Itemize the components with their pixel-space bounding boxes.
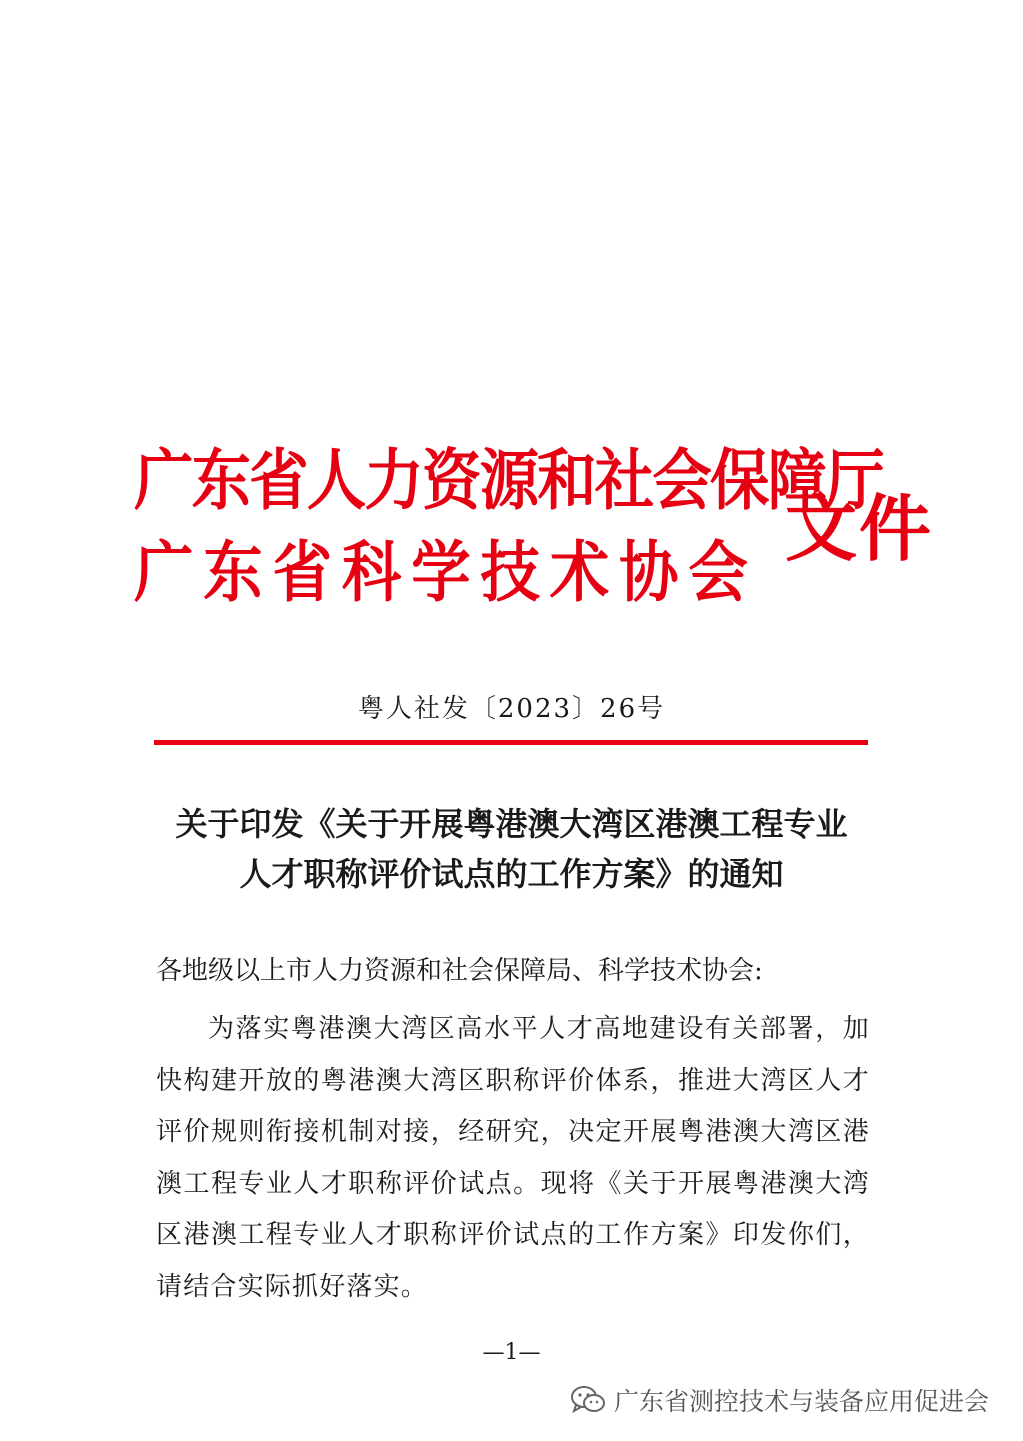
salutation: 各地级以上市人力资源和社会保障局、科学技术协会: — [156, 956, 763, 986]
document-number: 粤人社发〔2023〕26号 — [357, 694, 666, 724]
wechat-icon — [570, 1385, 606, 1415]
red-divider — [154, 740, 868, 745]
notice-title-line-1: 关于印发《关于开展粤港澳大湾区港澳工程专业 — [175, 805, 848, 843]
document-type-label: 文件 — [785, 487, 934, 571]
watermark — [570, 1382, 989, 1418]
issuing-org-science-association: 广东省科学技术协会 — [134, 534, 758, 611]
notice-title-line-2: 人才职称评价试点的工作方案》的通知 — [239, 855, 784, 893]
page-number: —1— — [482, 1340, 541, 1365]
issuing-org-hrss: 广东省人力资源和社会保障厅 — [134, 442, 883, 519]
watermark-text: 广东省测控技术与装备应用促进会 — [613, 1387, 989, 1416]
body-paragraph: 为落实粤港澳大湾区高水平人才高地建设有关部署，加快构建开放的粤港澳大湾区职称评价体系，推进大湾区人才评价规则衔接机制对接，经研究，决定开展粤港澳大湾区港澳工程专业人才职称评价试点。现将《关于开展粤港澳大湾区港澳工程专业人才职称评价试点的工作方案》印发你们，请结合实际抓好落实。 — [156, 1014, 870, 1302]
